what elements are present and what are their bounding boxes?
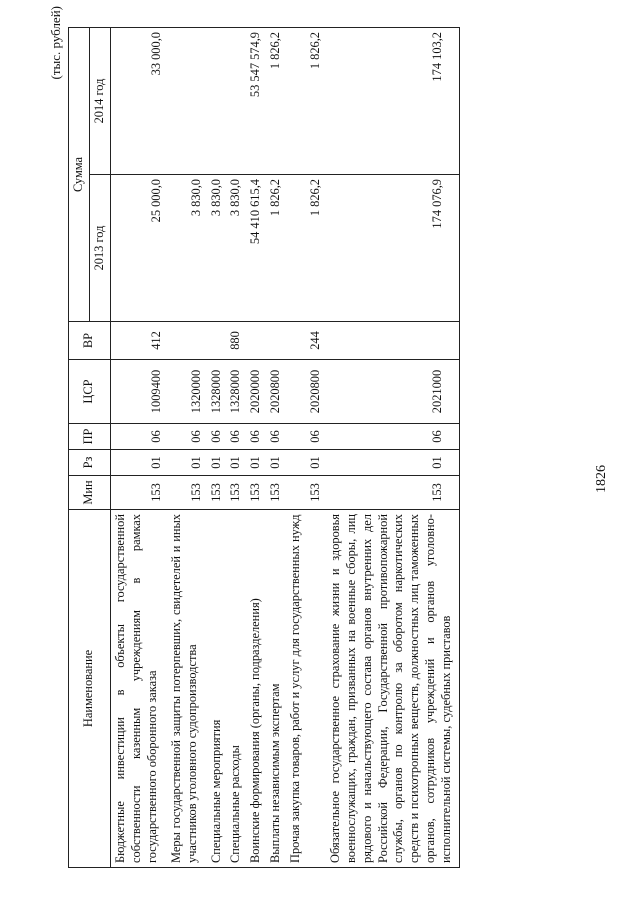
row-rz: 01 — [207, 450, 227, 476]
header-2014: 2014 год — [89, 28, 110, 175]
row-min: 153 — [246, 476, 266, 510]
row-2014 — [167, 28, 207, 175]
row-vr — [326, 322, 460, 360]
row-csr: 1320000 — [167, 360, 207, 424]
row-min: 153 — [207, 476, 227, 510]
row-2013: 1 826,2 — [266, 175, 286, 322]
row-pr: 06 — [326, 424, 460, 450]
row-name: Бюджетные инвестиции в объекты государственной собственности казенным учреждениям в рамках государственного оборонного заказа — [110, 510, 166, 868]
row-vr: 412 — [110, 322, 166, 360]
row-vr: 244 — [286, 322, 326, 360]
row-min: 153 — [110, 476, 166, 510]
header-vr: ВР — [69, 322, 111, 360]
row-vr — [246, 322, 266, 360]
header-name: Наименование — [69, 510, 111, 868]
row-vr: 880 — [226, 322, 246, 360]
row-csr: 2020000 — [246, 360, 266, 424]
row-min: 153 — [167, 476, 207, 510]
table-row — [110, 28, 166, 868]
row-pr: 06 — [266, 424, 286, 450]
budget-table — [68, 27, 460, 868]
page-number: 1826 — [594, 465, 609, 493]
row-pr: 06 — [167, 424, 207, 450]
row-rz: 01 — [326, 450, 460, 476]
row-csr: 1328000 — [207, 360, 227, 424]
row-2013: 25 000,0 — [110, 175, 166, 322]
row-csr: 1009400 — [110, 360, 166, 424]
table-row — [266, 28, 286, 868]
row-2013: 54 410 615,4 — [246, 175, 266, 322]
units-label: (тыс. рублей) — [48, 6, 63, 80]
header-sum: Сумма — [69, 28, 90, 322]
row-min: 153 — [286, 476, 326, 510]
row-2013: 3 830,0 — [207, 175, 227, 322]
row-2014 — [207, 28, 227, 175]
row-name: Специальные расходы — [226, 510, 246, 868]
row-pr: 06 — [207, 424, 227, 450]
header-min: Мин — [69, 476, 111, 510]
row-2014: 174 103,2 — [326, 28, 460, 175]
row-2013: 3 830,0 — [167, 175, 207, 322]
row-vr — [266, 322, 286, 360]
header-row — [69, 28, 90, 868]
row-2014: 33 000,0 — [110, 28, 166, 175]
header-2013: 2013 год — [89, 175, 110, 322]
row-name: Воинские формирования (органы, подразделения) — [246, 510, 266, 868]
row-2013: 1 826,2 — [286, 175, 326, 322]
row-name: Специальные мероприятия — [207, 510, 227, 868]
row-rz: 01 — [167, 450, 207, 476]
row-2013: 3 830,0 — [226, 175, 246, 322]
row-2013: 174 076,9 — [326, 175, 460, 322]
header-pr: ПР — [69, 424, 111, 450]
table-row — [286, 28, 326, 868]
row-pr: 06 — [226, 424, 246, 450]
table-row — [246, 28, 266, 868]
table-row — [326, 28, 460, 868]
row-name: Выплаты независимым экспертам — [266, 510, 286, 868]
row-name: Прочая закупка товаров, работ и услуг для государственных нужд — [286, 510, 326, 868]
row-name: Меры государственной защиты потерпевших, свидетелей и иных участников уголовного судопроизводства — [167, 510, 207, 868]
row-min: 153 — [326, 476, 460, 510]
table-row — [226, 28, 246, 868]
row-rz: 01 — [266, 450, 286, 476]
row-2014: 1 826,2 — [286, 28, 326, 175]
row-pr: 06 — [110, 424, 166, 450]
row-csr: 2020800 — [286, 360, 326, 424]
row-name: Обязательное государственное страхование жизни и здоровья военнослужащих, граждан, призванных на военные сборы, лиц рядового и начальствующего состава органов внутренних дел Российской Федерации, Государственной противопожарной службы, органов по контролю за оборотом наркотических средств и психотропных веществ, должностных лиц таможенных органов, сотрудников учреждений и органов уголовно-исполнительной системы, судебных приставов — [326, 510, 460, 868]
row-min: 153 — [266, 476, 286, 510]
row-rz: 01 — [110, 450, 166, 476]
header-rz: Рз — [69, 450, 111, 476]
row-pr: 06 — [286, 424, 326, 450]
row-2014 — [226, 28, 246, 175]
row-2014: 53 547 574,9 — [246, 28, 266, 175]
table-row — [207, 28, 227, 868]
row-csr: 2020800 — [266, 360, 286, 424]
row-pr: 06 — [246, 424, 266, 450]
row-rz: 01 — [246, 450, 266, 476]
row-2014: 1 826,2 — [266, 28, 286, 175]
row-rz: 01 — [226, 450, 246, 476]
row-vr — [167, 322, 207, 360]
header-csr: ЦСР — [69, 360, 111, 424]
row-min: 153 — [226, 476, 246, 510]
table-row — [167, 28, 207, 868]
row-vr — [207, 322, 227, 360]
row-csr: 2021000 — [326, 360, 460, 424]
row-rz: 01 — [286, 450, 326, 476]
row-csr: 1328000 — [226, 360, 246, 424]
